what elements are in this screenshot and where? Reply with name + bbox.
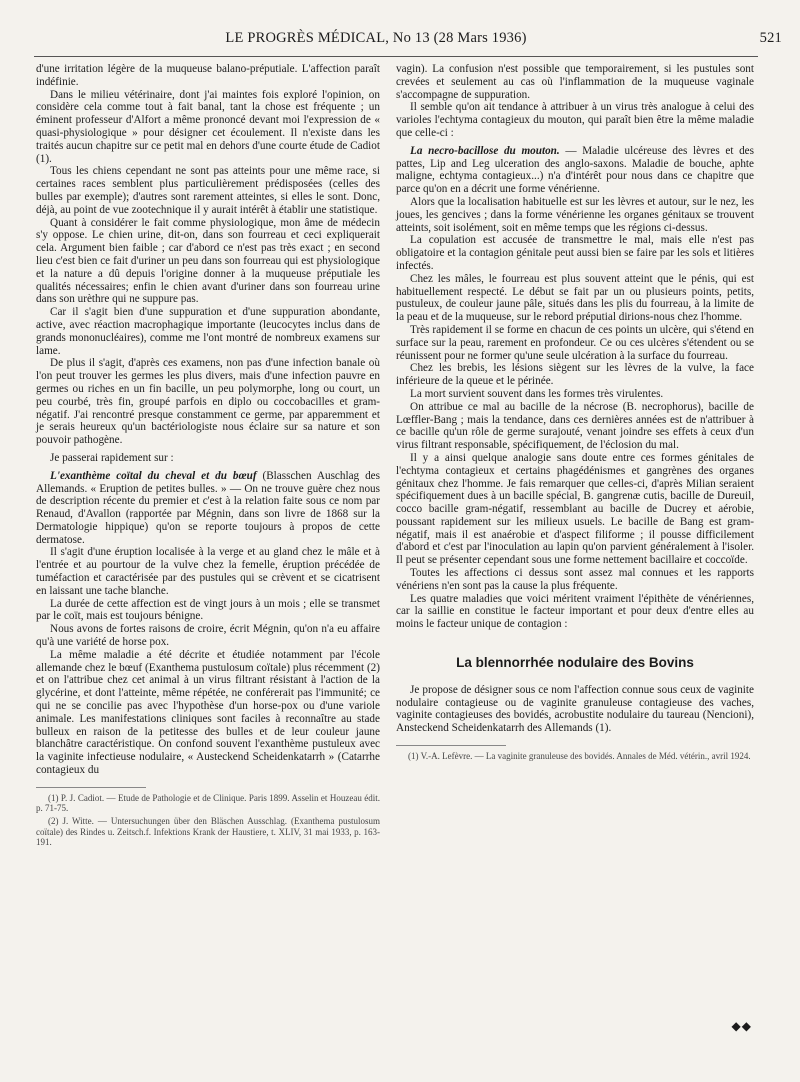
paragraph: d'une irritation légère de la muqueuse balano-préputiale. L'affection paraît indéfinie. — [36, 63, 380, 88]
exanthem-paragraph — [36, 470, 380, 547]
paragraph: Chez les mâles, le fourreau est plus souvent atteint que le pénis, qui est habituellement respecté. Le début se fait par un ou plusieurs points, petits, pustuleux, de couleur jaune pâle, situés dans les plis du fourreau, à la limite de la peau et de la muqueuse, sur le rebord préputial dirions-nous chez l'homme. — [396, 272, 754, 324]
exanthem-text: (Blasschen Auschlag des Allemands. « Eruption de petites bulles. » — On ne trouve guère chez nous de description récente du premier et c'est à la relation faite sous ce nom par Renaud, d'Avallon (rapportée par Mégnin, dans son livre de 1868 sur la Dermatologie hippique) qu'on se reporte toujours à propos de cette dermatose. — [36, 469, 381, 546]
paragraph: La copulation est accusée de transmettre le mal, mais elle n'est pas obligatoire et la contagion génitale peut aussi bien se faire par les sols et litières infectés. — [396, 234, 754, 272]
left-column — [36, 63, 380, 850]
footnote: (1) P. J. Cadiot. — Etude de Pathologie et de Clinique. Paris 1899. Asselin et Houzeau édit. p. 71-75. — [36, 792, 380, 814]
paragraph: Dans le milieu vétérinaire, dont j'ai maintes fois exploré l'opinion, on considère cela comme tout à fait banal, tant la chose est fréquente ; un éminent professeur d'Alfort a même prononcé devant moi l'expression de « quasi-physiologique » pour désigner cet écoulement. Il n'existe dans les traités aucun chapitre sur ce petit mal en dehors d'une courte étude de Cadiot (1). — [36, 88, 380, 165]
footnote: (2) J. Witte. — Untersuchungen über den Bläschen Ausschlag. (Exanthema pustulosum coïtale) des Rindes u. Zeitsch.f. Infektions Krank der Haustiere, t. XLIV, 31 mai 1933, p. 163-191. — [36, 816, 380, 848]
paragraph: On attribue ce mal au bacille de la nécrose (B. necrophorus), bacille de Lœffler-Bang ; mais la tendance, dans ces dernières années est de n'attribuer à ce bacille qu'un rôle de germe surajouté, venant joindre ses effets à ceux d'un virus filtrant responsable, spécifiquement, de l'éclosion du mal. — [396, 400, 754, 452]
paragraph: Très rapidement il se forme en chacun de ces points un ulcère, qui s'étend en surface sur la peau, rarement en profondeur. Ce ou ces ulcères s'étendent ou se réunissent pour ne former qu'une seule ulcération à la surface du fourreau. — [396, 323, 754, 362]
footnote-rule — [36, 787, 146, 788]
paragraph: Je passerai rapidement sur : — [50, 451, 174, 464]
paragraph: Il semble qu'on ait tendance à attribuer à un virus très analogue à celui des varioles l'echtyma contagieux du mouton, qui paraît bien être la même maladie que celle-ci : — [396, 101, 754, 139]
end-ornament: ◆◆ — [731, 1019, 752, 1033]
journal-title: LE PROGRÈS MÉDICAL, No 13 (28 Mars 1936) — [225, 30, 527, 46]
paragraph: Tous les chiens cependant ne sont pas atteints pour une même race, si certaines races semblent plus particulièrement prédisposées (celles des bulles par exemple); d'autres sont rarement atteintes, si elles le sont. Donc, déjà, au point de vue zootechnique il y aurait intérêt à établir une statistique. — [36, 165, 380, 216]
paragraph: Je propose de désigner sous ce nom l'affection connue sous ceux de vaginite nodulaire contagieuse ou de vaginite granuleuse contagieuse des vaches, vaginite contagieuses des bovidés, acrobustite nodulaire du taureau (Nencioni), Ansteckend Scheidenkatarrh des Allemands (1). — [396, 683, 754, 735]
necro-heading: La necro-bacillose du mouton. — [410, 144, 560, 157]
header-rule — [34, 56, 758, 57]
paragraph: La mort survient souvent dans les formes très virulentes. — [410, 387, 664, 400]
paragraph: De plus il s'agit, d'après ces examens, non pas d'une infection banale où l'on peut trouver les germes les plus divers, mais d'une infection pauvre en germes ou riches en un fin bacille, un peu polymorphe, long ou court, un peu courbé, très fin, groupé parfois en diplo ou coccobacilles et gram-négatif. J'ai rencontré presque constamment ce germe, par apparemment et je serais heureux qu'un bactériologiste nous éclaire sur sa nature et son pouvoir pathogène. — [36, 357, 380, 447]
paragraph: Toutes les affections ci dessus sont assez mal connues et les rapports vénériens n'en sont pas la cause la plus fréquente. — [396, 567, 754, 592]
footnote-rule — [396, 745, 506, 746]
necro-paragraph — [396, 145, 754, 196]
paragraph: La même maladie a été décrite et étudiée notamment par l'école allemande chez le bœuf (Exanthema pustulosum coïtale) plus récemment (2) et on l'attribue chez cet animal à un virus filtrant résistant à l'action de la glycérine, et dont l'atteinte, même répétée, ne conférerait pas l'immunité; ce qui ne se concilie pas avec l'hypothèse d'un horse-pox ou d'une variole animale. Les manifestations cliniques sont faciles à reconnaître au stade bulleux en raison de la petitesse des bulles et de leur couleur jaune blanchâtre caractéristique. On confond souvent l'exanthème pustuleux avec la vaginite infectieuse nodulaire, « Austeckend Scheidenkatarrh » (Catarrhe contagieux du — [36, 648, 380, 777]
paragraph: Chez les brebis, les lésions siègent sur les lèvres de la vulve, la face inférieure de la queue et le périnée. — [396, 362, 754, 388]
running-header — [22, 30, 782, 50]
paragraph: Il s'agit d'une éruption localisée à la verge et au gland chez le mâle et à l'entrée et au pourtour de la vulve chez la femelle, éruption précédée de tuméfaction et caractérisée par des pustules qui se crèvent et se cicatrisent en laissant une tache blanche. — [36, 546, 380, 597]
paragraph: Il y a ainsi quelque analogie sans doute entre ces formes génitales de l'echtyma contagieux et certains phagédénismes et gangrènes des organes génitaux chez l'homme. Je fais remarquer que celles-ci, d'après Milian seraient spécifiquement dues à un bacille spécial, B. gangrenæ cutis, bacille de Dureuil, cocco bacille gram-négatif, ressemblant au bacille de Ducrey et aérobie, poussant rapidement sur les milieux usuels. Le bacille de Bang est gram-négatif, mais il est anaérobie et d'aspect filiforme ; il pousse difficilement d'abord et c'est par l'inoculation au lapin qu'on parvient généralement à l'isoler. Il peut se présenter cependant sous une forme nettement bacillaire et coccoïde. — [396, 451, 754, 567]
paragraph: vagin). La confusion n'est possible que temporairement, si les pustules sont crevées et seulement au cas où l'inflammation de la muqueuse vaginale s'accompagne de suppuration. — [396, 63, 754, 101]
section-heading: La blennorrhée nodulaire des Bovins — [456, 655, 694, 671]
necro-text: — Maladie ulcéreuse des lèvres et des pattes, Lip and Leg ulceration des anglo-saxons. Maladie de bouche, aphte maligne, echtyma contagieux...) n'a d'intérêt pour nous dans ce chapitre que parce qu'on en a décrit une forme vénérienne. — [396, 144, 754, 196]
right-footnotes — [396, 745, 754, 762]
paragraph: Nous avons de fortes raisons de croire, écrit Mégnin, qu'on n'a eu affaire qu'à une variété de horse pox. — [36, 623, 380, 649]
paragraph: Quant à considérer le fait comme physiologique, mon âme de médecin s'y oppose. Le chien urine, dit-on, dans son fourreau et ceci expliquerait cela. Argument bien faible ; car d'abord ce n'est pas très exact ; en second lieu c'est bien ce fait d'uriner un peu dans son fourreau qui est physiologique et la nature a dû depuis l'origine donner à la muqueuse préputiale les qualités nécessaires; enfin le chien avant d'uriner dans son fourreau urine dans son urèthre qui ne suppure pas. — [36, 216, 380, 306]
page-number: 521 — [759, 30, 782, 46]
paragraph: Les quatre maladies que voici méritent vraiment l'épithète de vénériennes, car la saillie en constitue le facteur important et pour deux d'entre elles au moins le facteur unique de contagion : — [396, 592, 754, 631]
paragraph: Alors que la localisation habituelle est sur les lèvres et autour, sur le nez, les joues, les gencives ; dans la forme vénérienne les organes génitaux se trouvent atteints, soit isolément, soit en même temps que les régions ci-dessus. — [396, 195, 754, 234]
footnote: (1) V.-A. Lefèvre. — La vaginite granuleuse des bovidés. Annales de Méd. vétérin., avril 1924. — [408, 751, 751, 762]
right-column — [396, 63, 754, 764]
exanthem-heading: L'exanthème coïtal du cheval et du bœuf — [50, 469, 257, 482]
paragraph: Car il s'agit bien d'une suppuration et d'une suppuration abondante, active, avec réaction macrophagique importante (leucocytes inclus dans de grands mononucléaires), comme me l'ont montré de nombreux examens sur lame. — [36, 306, 380, 357]
left-footnotes — [36, 787, 380, 848]
paragraph: La durée de cette affection est de vingt jours à un mois ; elle se transmet par le coït, mais est toujours bénigne. — [36, 597, 380, 623]
